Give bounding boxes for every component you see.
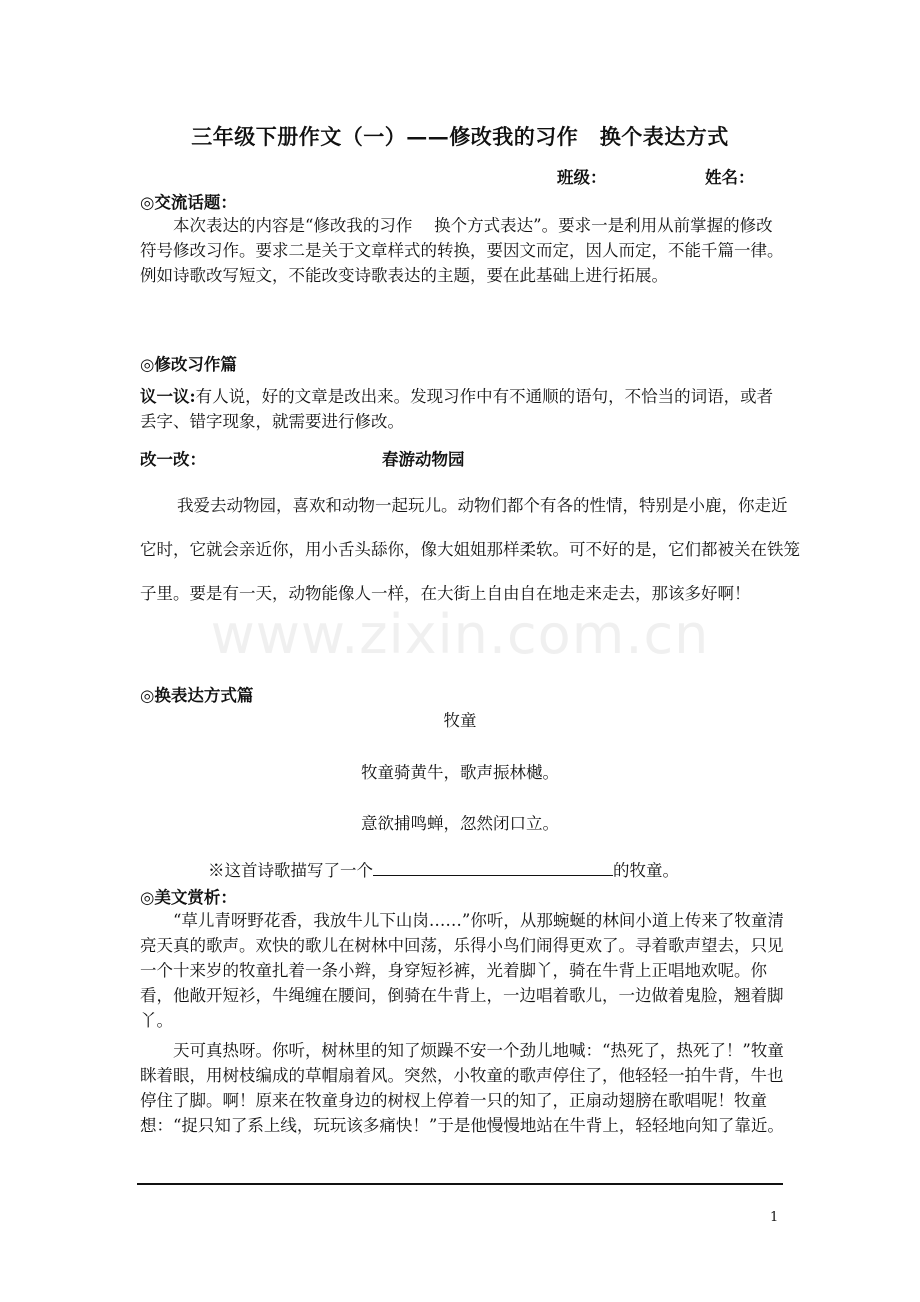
answer-blank (373, 861, 613, 876)
watermark: www.zixin.com.cn (210, 603, 710, 666)
topic-heading: ◎交流话题： (140, 193, 237, 212)
poem-title: 牧童 (443, 711, 477, 730)
discuss-paragraph (140, 384, 785, 434)
essay-title: 春游动物园 (382, 450, 465, 469)
poem-line-2: 意欲捕鸣蝉，忽然闭口立。 (361, 814, 559, 833)
class-label: 班级： (557, 168, 607, 187)
appreciation-para-1: “草儿青呀野花香，我放牛儿下山岗……”你听，从那蜿蜒的林间小道上传来了牧童清亮天真的歌声。欢快的歌儿在树林中回荡，乐得小鸟们闹得更欢了。寻着歌声望去，只见一个十来岁的牧童扎着一条小辫，身穿短衫裤，光着脚丫，骑在牛背上正唱地欢呢。你看，他敞开短衫，牛绳缠在腰间，倒骑在牛背上，一边唱着歌儿，一边做着鬼脸，翘着脚丫。 (140, 911, 784, 1030)
page-number: 1 (770, 1210, 779, 1225)
question-suffix: 的牧童。 (613, 861, 679, 880)
footer-rule (137, 1183, 783, 1185)
poem-question (208, 858, 679, 883)
name-label: 姓名： (705, 168, 755, 187)
revise-heading: ◎修改习作篇 (140, 355, 237, 374)
discuss-text: 有人说，好的文章是改出来。发现习作中有不通顺的语句，不恰当的词语，或者丢字、错字现象，就需要进行修改。 (140, 387, 774, 431)
expression-heading: ◎换表达方式篇 (140, 686, 254, 705)
essay-body: 我爱去动物园，喜欢和动物一起玩儿。动物们都个有各的性情，特别是小鹿，你走近它时，它就会亲近你，用小舌头舔你，像大姐姐那样柔软。可不好的是，它们都被关在铁笼子里。要是有一天，动物能像人一样，在大街上自由自在地走来走去，那该多好啊！ (140, 496, 800, 603)
discuss-label: 议一议: (140, 387, 196, 406)
appreciation-heading: ◎美文赏析： (140, 888, 237, 907)
question-prefix: ※这首诗歌描写了一个 (208, 861, 373, 880)
edit-label: 改一改： (140, 450, 206, 469)
appreciation-para-2: 天可真热呀。你听，树林里的知了烦躁不安一个劲儿地喊：“热死了，热死了！”牧童眯着眼，用树枝编成的草帽扇着风。突然，小牧童的歌声停住了，他轻轻一拍牛背，牛也停住了脚。啊！原来在牧童身边的树杈上停着一只的知了，正扇动翅膀在歌唱呢！牧童想：“捉只知了系上线，玩玩该多痛快！”于是他慢慢地站在牛背上，轻轻地向知了靠近。 (140, 1041, 784, 1135)
poem-line-1: 牧童骑黄牛，歌声振林樾。 (361, 763, 559, 782)
page-title: 三年级下册作文（一）——修改我的习作 换个表达方式 (191, 124, 729, 149)
topic-body: 本次表达的内容是“修改我的习作 换个方式表达”。要求一是利用从前掌握的修改符号修改习作。要求二是关于文章样式的转换，要因文而定，因人而定，不能千篇一律。例如诗歌改写短文，不能改变诗歌表达的主题，要在此基础上进行拓展。 (140, 216, 784, 285)
